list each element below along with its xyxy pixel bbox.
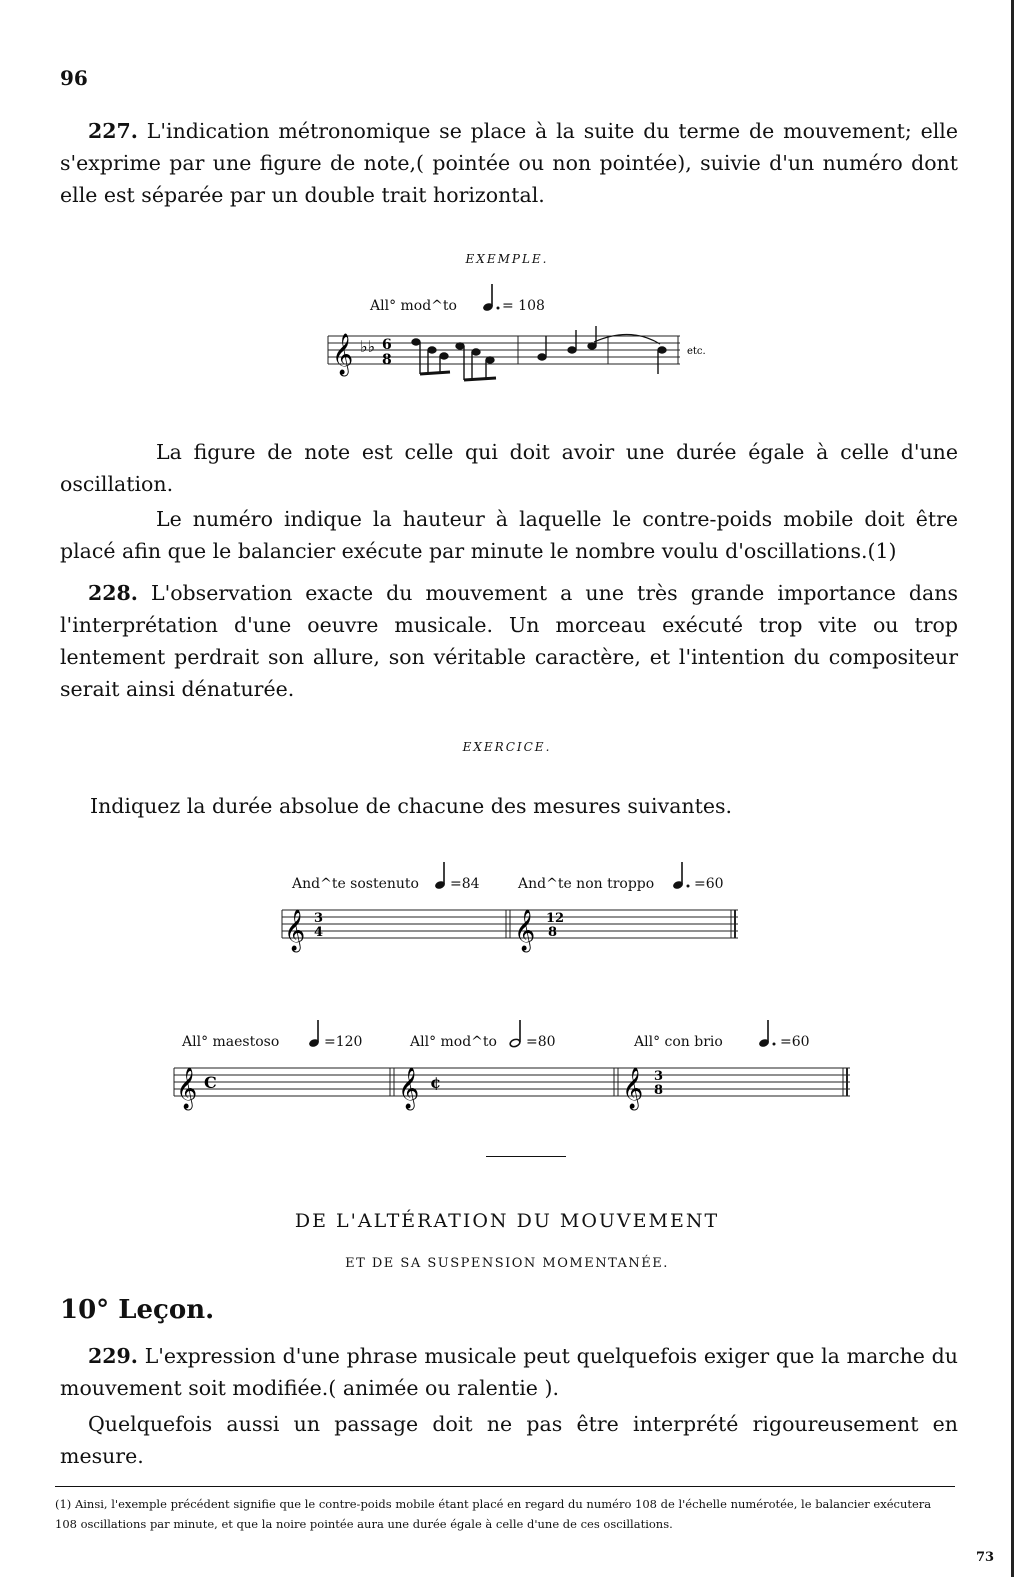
dotted-quarter-note-icon [758, 1018, 780, 1050]
example-label: EXEMPLE. [465, 252, 549, 266]
quarter-note-icon [308, 1018, 324, 1050]
svg-text:♭♭: ♭♭ [360, 337, 376, 356]
svg-text:¢: ¢ [430, 1073, 442, 1092]
half-note-icon [508, 1018, 526, 1050]
svg-text:3: 3 [654, 1069, 664, 1084]
treble-clef-icon: 𝄞 [284, 910, 306, 951]
measure-tempo: All° con brio [634, 1034, 723, 1050]
treble-clef-icon: 𝄞 [176, 1068, 198, 1109]
footnote [55, 1494, 955, 1534]
paragraph-figure: La figure de note est celle qui doit avoir une durée égale à celle d'une oscillation. [60, 440, 958, 496]
treble-clef-icon: 𝄞 [398, 1068, 420, 1109]
exercice-label: EXERCICE. [462, 740, 552, 754]
measure-metronome: =60 [694, 876, 724, 892]
time-sig-top: 6 [382, 337, 392, 353]
svg-text:8: 8 [548, 925, 558, 940]
paragraph-number: 227. [88, 119, 138, 143]
paragraph-227 [60, 115, 958, 211]
exercise-staff-row2 [170, 1058, 860, 1118]
example-etc: etc. [687, 346, 706, 357]
measure-tempo: All° mod^to [410, 1034, 497, 1050]
svg-text:4: 4 [314, 925, 324, 940]
section-title: DE L'ALTÉRATION DU MOUVEMENT [294, 1210, 720, 1232]
section-subtitle: ET DE SA SUSPENSION MOMENTANÉE. [345, 1256, 669, 1271]
measure-metronome: =84 [450, 876, 480, 892]
svg-text:C: C [204, 1073, 217, 1092]
measure-tempo: All° maestoso [182, 1034, 280, 1050]
treble-clef-icon: 𝄞 [622, 1068, 644, 1109]
exercise-staff-row1 [278, 900, 748, 960]
paragraph-number: 229. [88, 1344, 138, 1368]
measure-metronome: =60 [780, 1034, 810, 1050]
measure-metronome: =120 [324, 1034, 363, 1050]
example-staff [320, 322, 706, 402]
measure-tempo: And^te sostenuto [292, 876, 419, 892]
paragraph-228 [60, 577, 958, 705]
paragraph-number: 228. [88, 581, 138, 605]
page-number: 96 [60, 66, 88, 90]
svg-text:12: 12 [546, 911, 565, 926]
svg-text:3: 3 [314, 911, 324, 926]
treble-clef-icon: 𝄞 [332, 334, 354, 375]
margin-number: 73 [976, 1550, 995, 1565]
paragraph-numero: Le numéro indique la hauteur à laquelle le contre-poids mobile doit être placé afin que le balancier exécute par minute le nombre voulu d'oscillations.(1) [60, 507, 958, 563]
measure-metronome: =80 [526, 1034, 556, 1050]
example-metronome: = 108 [502, 298, 545, 314]
example-tempo: All° mod^to [370, 298, 457, 314]
dotted-quarter-note-icon [672, 860, 694, 892]
measure-tempo: And^te non troppo [518, 876, 655, 892]
treble-clef-icon: 𝄞 [514, 910, 536, 951]
exercice-instruction: Indiquez la durée absolue de chacune des mesures suivantes. [90, 794, 733, 818]
paragraph-text: L'indication métronomique se place à la suite du terme de mouvement; elle s'exprime par une figure de note,( pointée ou non pointée), suivie d'un numéro dont elle est séparée par un double trait horizontal. [60, 119, 958, 207]
paragraph-text: L'observation exacte du mouvement a une très grande importance dans l'interprétation d'une oeuvre musicale. Un morceau exécuté trop vite ou trop lentement perdrait son allure, son véritable caractère, et l'intention du compositeur serait ainsi dénaturée. [60, 581, 958, 701]
paragraph-quelquefois: Quelquefois aussi un passage doit ne pas être interprété rigoureusement en mesure. [60, 1412, 958, 1468]
footnote-rule [55, 1486, 955, 1487]
footnote-mark: (1) [55, 1497, 72, 1511]
time-sig-bottom: 8 [382, 352, 392, 368]
section-divider [486, 1156, 566, 1157]
footnote-text: Ainsi, l'exemple précédent signifie que le contre-poids mobile étant placé en regard du numéro 108 de l'échelle numérotée, le balancier exécutera 108 oscillations par minute, et que la noire pointée aura une durée égale à celle d'une de ces oscillations. [55, 1497, 932, 1531]
paragraph-text: L'expression d'une phrase musicale peut quelquefois exiger que la marche du mouvement soit modifiée.( animée ou ralentie ). [60, 1344, 958, 1400]
quarter-note-icon [434, 860, 450, 892]
lesson-heading: 10° Leçon. [60, 1295, 215, 1325]
svg-text:8: 8 [654, 1083, 664, 1098]
dotted-quarter-note-icon [480, 282, 500, 314]
paragraph-229 [60, 1340, 958, 1404]
